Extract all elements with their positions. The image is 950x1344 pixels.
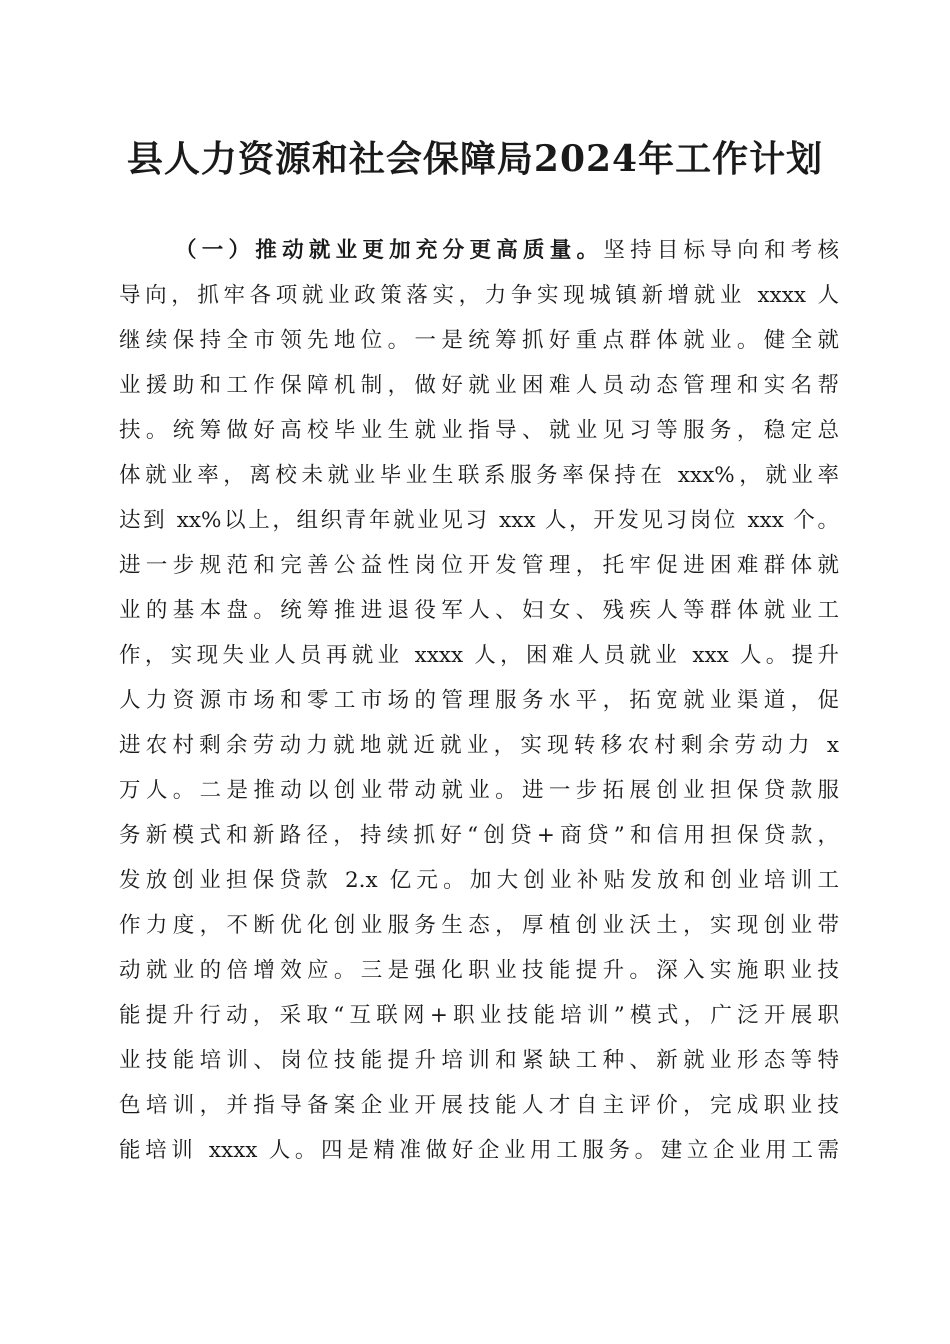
paragraph-line: 能提升行动，采取“互联网+职业技能培训”模式，广泛开展职 [119,1003,839,1028]
paragraph-line: 业技能培训、岗位技能提升培训和紧缺工种、新就业形态等特 [119,1048,839,1073]
body-paragraph [119,228,839,1173]
paragraph-line: 动就业的倍增效应。三是强化职业技能提升。深入实施职业技 [119,958,839,983]
paragraph-line: 万人。二是推动以创业带动就业。进一步拓展创业担保贷款服 [119,778,839,803]
document-title: 县人力资源和社会保障局2024年工作计划 [126,138,824,180]
paragraph-line: 作，实现失业人员再就业 xxxx 人，困难人员就业 xxx 人。提升 [119,643,839,668]
paragraph-line: 进农村剩余劳动力就地就近就业，实现转移农村剩余劳动力 x [119,733,839,758]
paragraph-line: 发放创业担保贷款 2.x 亿元。加大创业补贴发放和创业培训工 [119,868,839,893]
paragraph-line: 务新模式和新路径，持续抓好“创贷+商贷”和信用担保贷款， [119,823,839,848]
paragraph-line: 导向，抓牢各项就业政策落实，力争实现城镇新增就业 xxxx 人 [119,283,839,308]
paragraph-line: 达到 xx%以上，组织青年就业见习 xxx 人，开发见习岗位 xxx 个。 [119,508,839,533]
paragraph-line: 人力资源市场和零工市场的管理服务水平，拓宽就业渠道，促 [119,688,839,713]
paragraph-line: 色培训，并指导备案企业开展技能人才自主评价，完成职业技 [119,1093,839,1118]
paragraph-line: 进一步规范和完善公益性岗位开发管理，托牢促进困难群体就 [119,553,839,578]
paragraph-line: 继续保持全市领先地位。一是统筹抓好重点群体就业。健全就 [119,328,839,353]
paragraph-line-text: 坚持目标导向和考核 [603,238,839,263]
paragraph-line: 业的基本盘。统筹推进退役军人、妇女、残疾人等群体就业工 [119,598,839,623]
paragraph-line: 作力度，不断优化创业服务生态，厚植创业沃土，实现创业带 [119,913,839,938]
paragraph-line: 体就业率，离校未就业毕业生联系服务率保持在 xxx%，就业率 [119,463,839,488]
paragraph-line-1 [119,228,839,273]
paragraph-line: 能培训 xxxx 人。四是精准做好企业用工服务。建立企业用工需 [119,1138,839,1163]
section-heading: （一）推动就业更加充分更高质量。 [175,238,604,263]
paragraph-line: 扶。统筹做好高校毕业生就业指导、就业见习等服务，稳定总 [119,418,839,443]
paragraph-line: 业援助和工作保障机制，做好就业困难人员动态管理和实名帮 [119,373,839,398]
